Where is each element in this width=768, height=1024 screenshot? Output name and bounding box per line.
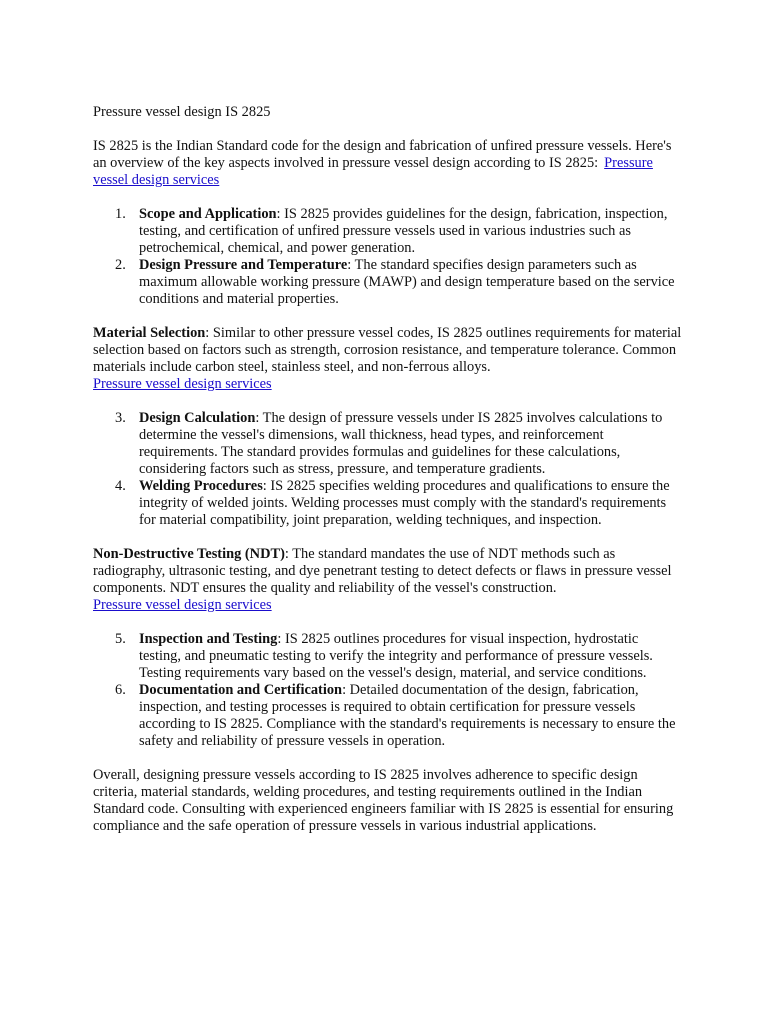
list-item-number: 6.	[115, 682, 126, 698]
list-item	[93, 410, 683, 478]
list-item-term: Documentation and Certification	[139, 682, 343, 698]
list-item-term: Welding Procedures	[139, 478, 263, 494]
list-item-term: Design Calculation	[139, 410, 256, 426]
list-item-text: : The design of pressure vessels under IS 2825 involves calculations to determine the vessel's dimensions, wall thickness, head types, and reinforcement requirements. The standard provides formulas and guidelines for these calculations, considering factors such as stress, pressure, and temperature gradients.	[139, 410, 663, 477]
ndt-services-link[interactable]: Pressure vessel design services	[93, 597, 272, 613]
list-item-text: : IS 2825 specifies welding procedures and qualifications to ensure the integrity of welded joints. Welding processes must comply with the standard's requirements for material compatibility, joint preparation, welding techniques, and inspection.	[139, 478, 670, 528]
ndt-text: : The standard mandates the use of NDT methods such as radiography, ultrasonic testing, and dye penetrant testing to detect defects or flaws in pressure vessel components. NDT ensures the quality and reliability of the vessel's construction.	[93, 546, 672, 596]
material-selection-term: Material Selection	[93, 325, 206, 341]
list-item-text: : Detailed documentation of the design, fabrication, inspection, and testing processes is required to obtain certification for pressure vessels according to IS 2825. Compliance with the standard's requirements is necessary to ensure the safety and reliability of pressure vessels in operation.	[139, 682, 676, 749]
list-item-term: Scope and Application	[139, 206, 277, 222]
intro-paragraph	[93, 138, 683, 189]
list-item-text: : IS 2825 outlines procedures for visual inspection, hydrostatic testing, and pneumatic testing to verify the integrity and performance of pressure vessels. Testing requirements vary based on the vessel's design, material, and service conditions.	[139, 631, 653, 681]
list-item-text: : IS 2825 provides guidelines for the design, fabrication, inspection, testing, and certification of unfired pressure vessels used in various industries such as petrochemical, chemical, and power generation.	[139, 206, 668, 256]
ndt-paragraph	[93, 546, 683, 614]
conclusion-paragraph: Overall, designing pressure vessels according to IS 2825 involves adherence to specific design criteria, material standards, welding procedures, and testing requirements outlined in the Indian Standard code. Consulting with experienced engineers familiar with IS 2825 is essential for ensuring compliance and the safe operation of pressure vessels in various industrial applications.	[93, 767, 674, 834]
intro-text: IS 2825 is the Indian Standard code for the design and fabrication of unfired pressure vessels. Here's an overview of the key aspects involved in pressure vessel design according to IS 2825:	[93, 138, 672, 171]
aspect-list-3	[93, 631, 683, 750]
list-item	[93, 682, 683, 750]
list-item	[93, 631, 683, 682]
list-item-number: 3.	[115, 410, 126, 426]
list-item	[93, 206, 683, 257]
list-item-term: Inspection and Testing	[139, 631, 278, 647]
list-item-term: Design Pressure and Temperature	[139, 257, 348, 273]
material-selection-text: : Similar to other pressure vessel codes, IS 2825 outlines requirements for material selection based on factors such as strength, corrosion resistance, and temperature tolerance. Common materials include carbon steel, stainless steel, and non-ferrous alloys.	[93, 325, 682, 375]
list-item-number: 5.	[115, 631, 126, 647]
list-item	[93, 478, 683, 529]
material-services-link[interactable]: Pressure vessel design services	[93, 376, 272, 392]
list-item-number: 2.	[115, 257, 126, 273]
document-title: Pressure vessel design IS 2825	[93, 104, 271, 120]
list-item-number: 4.	[115, 478, 126, 494]
list-item-text: : The standard specifies design parameters such as maximum allowable working pressure (MAWP) and design temperature based on the service conditions and material properties.	[139, 257, 675, 307]
intro-services-link[interactable]: Pressure vessel design services	[93, 155, 653, 188]
material-selection-paragraph	[93, 325, 683, 393]
aspect-list-2	[93, 410, 683, 529]
ndt-term: Non-Destructive Testing (NDT)	[93, 546, 285, 562]
list-item-number: 1.	[115, 206, 126, 222]
document-page	[93, 104, 683, 852]
list-item	[93, 257, 683, 308]
aspect-list-1	[93, 206, 683, 308]
